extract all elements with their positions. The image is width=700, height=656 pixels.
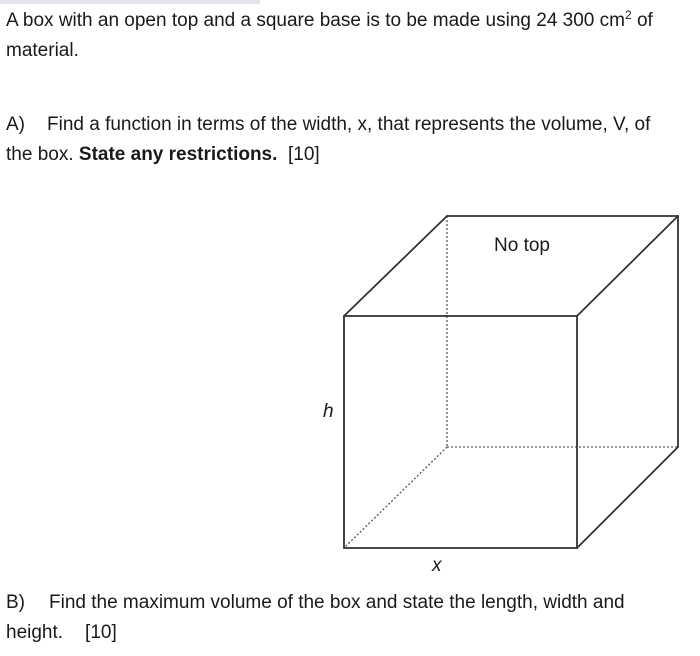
part-a-line-1: A) Find a function in terms of the width, x, that represents the volume, V, of — [6, 114, 651, 135]
squared-superscript: 2 — [624, 8, 632, 22]
hidden-bottom-diagonal-edge — [344, 447, 447, 548]
part-a-label: A) — [6, 114, 25, 135]
front-face — [344, 316, 577, 548]
top-right-diagonal-edge — [577, 216, 678, 316]
part-a-marks: [10] — [287, 144, 320, 165]
restrictions-emphasis: State any restrictions. — [78, 144, 278, 165]
part-b-line-2: height. [10] — [6, 622, 117, 643]
part-a-line-2: the box. State any restrictions. [10] — [6, 144, 320, 165]
part-b-line-1: B) Find the maximum volume of the box and state the length, width and — [6, 592, 625, 613]
top-left-diagonal-edge — [344, 216, 447, 316]
intro-line-1: A box with an open top and a square base is to be made using 24 300 $cm^2$ of — [6, 8, 653, 31]
intro-line-2: material. — [6, 40, 79, 61]
height-label: h — [323, 401, 334, 422]
part-b-marks: [10] — [85, 622, 117, 643]
part-b-label: B) — [6, 592, 25, 613]
no-top-label: No top — [494, 235, 550, 256]
bottom-right-diagonal-edge — [577, 447, 678, 548]
width-label: x — [432, 555, 442, 576]
